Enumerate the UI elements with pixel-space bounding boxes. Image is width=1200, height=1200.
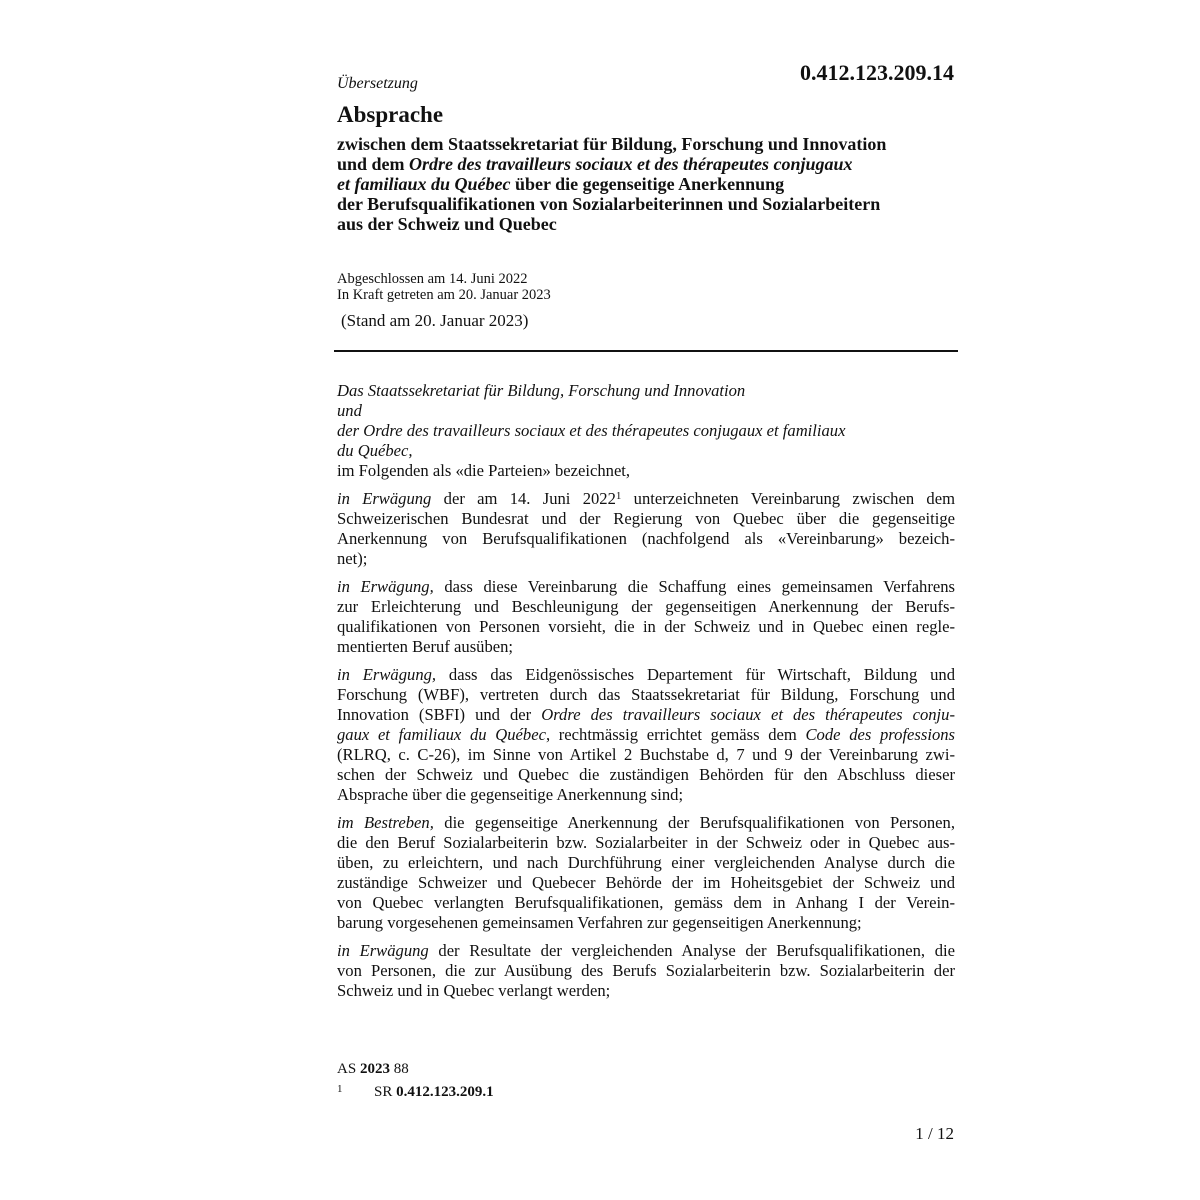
paragraph-line bbox=[337, 577, 955, 597]
footnote bbox=[337, 1079, 494, 1102]
recital-paragraph bbox=[337, 813, 955, 933]
paragraph-line: (RLRQ, c. C-26), im Sinne von Artikel 2 Buchstabe d, 7 und 9 der Vereinbarung zwi- bbox=[337, 745, 955, 764]
paragraph-text: unterzeichneten Vereinbarung zwischen dem bbox=[621, 489, 955, 508]
recital-paragraph bbox=[337, 941, 955, 1001]
concluded-date: Abgeschlossen am 14. Juni 2022 bbox=[337, 271, 528, 287]
paragraph-line: zur Erleichterung und Beschleunigung der gegenseitigen Anerkennung der Berufs- bbox=[337, 597, 955, 616]
document-subtitle bbox=[337, 134, 962, 234]
paragraph-line: Schweiz und in Quebec verlangt werden; bbox=[337, 981, 611, 1000]
paragraph-text: dass diese Vereinbarung die Schaffung eines gemeinsamen Verfahrens bbox=[433, 577, 955, 596]
as-prefix: AS bbox=[337, 1061, 360, 1077]
document-body bbox=[337, 381, 955, 1009]
paragraph-line: Anerkennung von Berufsqualifikationen (nachfolgend als «Vereinbarung» bezeich- bbox=[337, 529, 955, 548]
status-date: (Stand am 20. Januar 2023) bbox=[341, 311, 529, 330]
recital-lead: in Erwägung, bbox=[337, 665, 437, 684]
paragraph-line bbox=[337, 941, 955, 961]
subtitle-line bbox=[337, 174, 962, 194]
paragraph-line: von Personen, die zur Ausübung des Berufs Sozialarbeiterin bzw. Sozialarbeiterin der bbox=[337, 961, 955, 980]
recital-lead: in Erwägung bbox=[337, 489, 432, 508]
paragraph-text: , rechtmässig errichtet gemäss dem bbox=[545, 725, 806, 744]
as-reference bbox=[337, 1059, 494, 1079]
party-2: der Ordre des travailleurs sociaux et des thérapeutes conjugaux et familiaux bbox=[337, 421, 846, 440]
paragraph-line: qualifikationen von Personen vorsieht, die in der Schweiz und in Quebec einen regle- bbox=[337, 617, 955, 636]
date-info bbox=[337, 271, 551, 303]
paragraph-line: Schweizerischen Bundesrat und der Regierung von Quebec über die gegenseitige bbox=[337, 509, 955, 528]
subtitle-line: aus der Schweiz und Quebec bbox=[337, 214, 557, 234]
footer bbox=[337, 1059, 494, 1102]
paragraph-line: net); bbox=[337, 549, 368, 568]
recital-paragraph bbox=[337, 665, 955, 805]
paragraph-text: der Resultate der vergleichenden Analyse der Berufsqualifikationen, die bbox=[428, 941, 955, 960]
footnote-sr-ref: 0.412.123.209.1 bbox=[396, 1084, 494, 1100]
paragraph-text: dass das Eidgenössisches Departement für Wirtschaft, Bildung und bbox=[436, 665, 955, 684]
subtitle-line: der Berufsqualifikationen von Sozialarbeiterinnen und Sozialarbeitern bbox=[337, 194, 881, 214]
conjunction: und bbox=[337, 401, 362, 420]
subtitle-text: und dem bbox=[337, 154, 410, 174]
paragraph-line bbox=[337, 725, 955, 745]
paragraph-line: die den Beruf Sozialarbeiterin bzw. Sozialarbeiter in der Schweiz oder in Quebec aus- bbox=[337, 833, 955, 852]
paragraph-text: der am 14. Juni 2022 bbox=[431, 489, 616, 508]
footnote-reference[interactable]: 1 bbox=[615, 490, 622, 502]
paragraph-line: mentierten Beruf ausüben; bbox=[337, 637, 514, 656]
paragraph-line bbox=[337, 705, 955, 725]
paragraph-line bbox=[337, 665, 955, 685]
party-1: Das Staatssekretariat für Bildung, Forschung und Innovation bbox=[337, 381, 746, 400]
recital-lead: im Bestreben, bbox=[337, 813, 434, 832]
party-2: du Québec, bbox=[337, 441, 413, 460]
paragraph-text: Innovation (SBFI) und der bbox=[337, 705, 542, 724]
recital-lead: in Erwägung, bbox=[337, 577, 434, 596]
recital-paragraph bbox=[337, 577, 955, 657]
page-number: 1 / 12 bbox=[915, 1124, 954, 1143]
paragraph-line: schen der Schweiz und Quebec die zuständigen Behörden für den Abschluss dieser bbox=[337, 765, 955, 784]
recital-paragraph bbox=[337, 489, 955, 569]
paragraph-line: Absprache über die gegenseitige Anerkennung sind; bbox=[337, 785, 684, 804]
document-title: Absprache bbox=[337, 102, 444, 127]
paragraph-line: üben, zu erleichtern, und nach Durchführung einer vergleichenden Analyse durch die bbox=[337, 853, 955, 872]
in-force-date: In Kraft getreten am 20. Januar 2023 bbox=[337, 287, 551, 303]
paragraph-line: von Quebec verlangten Berufsqualifikationen, gemäss dem in Anhang I der Verein- bbox=[337, 893, 955, 912]
paragraph-line: zuständige Schweizer und Quebecer Behörde der im Hoheitsgebiet der Schweiz und bbox=[337, 873, 955, 892]
parties-designation: im Folgenden als «die Parteien» bezeichnet, bbox=[337, 461, 631, 480]
recital-lead: in Erwägung bbox=[337, 941, 429, 960]
paragraph-line bbox=[337, 813, 955, 833]
subtitle-line bbox=[337, 154, 962, 174]
paragraph-italic: Code des professions bbox=[805, 725, 955, 744]
preamble bbox=[337, 381, 955, 481]
footnote-mark: 1 bbox=[337, 1083, 343, 1095]
translation-note: Übersetzung bbox=[337, 75, 418, 92]
as-year: 2023 bbox=[359, 1061, 390, 1077]
paragraph-line: Forschung (WBF), vertreten durch das Staatssekretariat für Bildung, Forschung und bbox=[337, 685, 955, 704]
subtitle-italic: et familiaux du Québec bbox=[337, 174, 511, 194]
paragraph-line: barung vorgesehenen gemeinsamen Verfahren zur gegenseitigen Anerkennung; bbox=[337, 913, 862, 932]
horizontal-rule bbox=[334, 350, 958, 352]
subtitle-line: zwischen dem Staatssekretariat für Bildung, Forschung und Innovation bbox=[337, 134, 887, 154]
paragraph-line bbox=[337, 489, 955, 509]
paragraph-text: die gegenseitige Anerkennung der Berufsqualifikationen von Personen, bbox=[433, 813, 955, 832]
as-page: 88 bbox=[389, 1061, 409, 1077]
paragraph-italic: gaux et familiaux du Québec bbox=[337, 725, 546, 744]
footnote-sr-prefix: SR bbox=[374, 1084, 397, 1100]
sr-number: 0.412.123.209.14 bbox=[800, 60, 954, 85]
paragraph-italic: Ordre des travailleurs sociaux et des thérapeutes conju- bbox=[541, 705, 955, 724]
subtitle-text: über die gegenseitige Anerkennung bbox=[510, 174, 785, 194]
subtitle-italic: Ordre des travailleurs sociaux et des thérapeutes conjugaux bbox=[409, 154, 853, 174]
